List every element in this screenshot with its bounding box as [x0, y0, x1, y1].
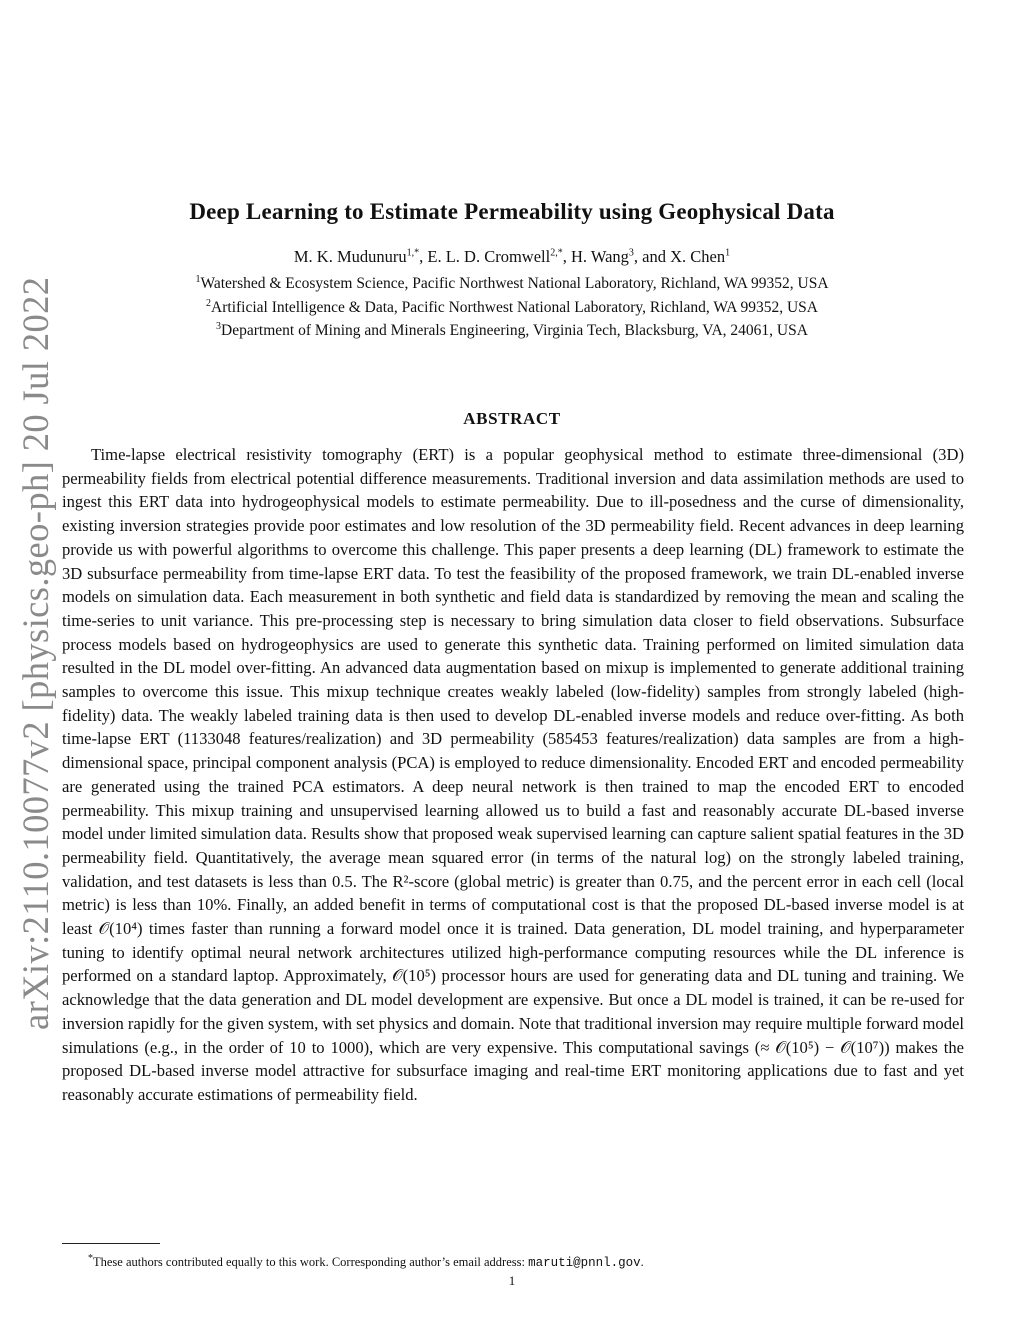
footnote-text: These authors contributed equally to this work. Corresponding author’s email address:	[93, 1255, 529, 1270]
author-separator: , and	[633, 247, 671, 266]
affiliation-1	[0, 274, 1024, 293]
affiliation-text: Watershed & Ecosystem Science, Pacific Northwest National Laboratory, Richland, WA 99352, USA	[200, 275, 829, 293]
author-marks: 1,*	[406, 247, 420, 259]
footnote-mark: *	[88, 1253, 93, 1264]
affiliation-2	[0, 298, 1024, 317]
affiliation-text: Artificial Intelligence & Data, Pacific Northwest National Laboratory, Richland, WA 99352, USA	[211, 299, 818, 317]
affiliation-number: 3	[216, 321, 222, 332]
corresponding-email: maruti@pnnl.gov	[528, 1256, 641, 1271]
author-marks: 3	[628, 247, 634, 259]
abstract-heading: ABSTRACT	[463, 409, 561, 428]
author-name: M. K. Mudunuru	[293, 247, 407, 266]
author-separator: ,	[562, 247, 571, 266]
footnote	[88, 1253, 644, 1270]
author-marks: 2,*	[550, 247, 563, 259]
affiliation-number: 2	[206, 298, 212, 309]
affiliation-number: 1	[195, 274, 201, 285]
author-list	[0, 247, 1024, 267]
author-marks: 1	[725, 247, 731, 259]
paper-title: Deep Learning to Estimate Permeability using Geophysical Data	[189, 199, 835, 224]
author-name: X. Chen	[670, 247, 726, 266]
page-number: 1	[508, 1273, 516, 1288]
author-separator: ,	[419, 247, 428, 266]
affiliation-text: Department of Mining and Minerals Engineering, Virginia Tech, Blacksburg, VA, 24061, USA	[221, 322, 808, 340]
arxiv-identifier-stamp: arXiv:2110.10077v2 [physics.geo-ph] 20 Jul 2022	[15, 276, 56, 1030]
author-name: H. Wang	[570, 247, 629, 266]
abstract-body: Time-lapse electrical resistivity tomography (ERT) is a popular geophysical method to estimate three-dimensional (3D) permeability fields from electrical potential difference measurements. Traditional inversion and data assimilation methods are used to ingest this ERT data into hydrogeophysical models to estimate permeability. Due to ill-posedness and the curse of dimensionality, existing inversion strategies provide poor estimates and low resolution of the 3D permeability field. Recent advances in deep learning provide us with powerful algorithms to overcome this challenge. This paper presents a deep learning (DL) framework to estimate the 3D subsurface permeability from time-lapse ERT data. To test the feasibility of the proposed framework, we train DL-enabled inverse models on simulation data. Each measurement in both synthetic and field data is standardized by removing the mean and scaling the time-series to unit variance. This pre-processing step is necessary to bring simulation data closer to field observations. Subsurface process models based on hydrogeophysics are used to generate this synthetic data. Training performed on limited simulation data resulted in the DL model over-fitting. An advanced data augmentation based on mixup is implemented to generate additional training samples to overcome this issue. This mixup technique creates weakly labeled (low-fidelity) samples from strongly labeled (high-fidelity) data. The weakly labeled training data is then used to develop DL-enabled inverse models and reduce over-fitting. As both time-lapse ERT (1133048 features/realization) and 3D permeability (585453 features/realization) data samples are from a high-dimensional space, principal component analysis (PCA) is employed to reduce dimensionality. Encoded ERT and encoded permeability are generated using the trained PCA estimators. A deep neural network is then trained to map the encoded ERT to encoded permeability. This mixup training and unsupervised learning allowed us to build a fast and reasonably accurate DL-based inverse model under limited simulation data. Results show that proposed weak supervised learning can capture salient spatial features in the 3D permeability field. Quantitatively, the average mean squared error (in terms of the natural log) on the strongly labeled training, validation, and test datasets is less than 0.5. The R²-score (global metric) is greater than 0.75, and the percent error in each cell (local metric) is less than 10%. Finally, an added benefit in terms of computational cost is that the proposed DL-based inverse model is at least 𝒪(10⁴) times faster than running a forward model once it is trained. Data generation, DL model training, and hyperparameter tuning to identify optimal neural network architectures utilized high-performance computing resources while the DL inference is performed on a standard laptop. Approximately, 𝒪(10⁵) processor hours are used for generating data and DL tuning and training. We acknowledge that the data generation and DL model development are expensive. But once a DL model is trained, it can be re-used for inversion rapidly for the given system, with set physics and domain. Note that traditional inversion may require multiple forward model simulations (e.g., in the order of 10 to 1000), which are very expensive. This computational savings (≈ 𝒪(10⁵) − 𝒪(10⁷)) makes the proposed DL-based inverse model attractive for subsurface imaging and real-time ERT monitoring applications due to fast and yet reasonably accurate estimations of permeability field.	[62, 445, 964, 1104]
footnote-rule	[62, 1243, 160, 1244]
author-name: E. L. D. Cromwell	[427, 247, 551, 266]
footnote-end: .	[640, 1255, 644, 1270]
affiliation-3	[0, 321, 1024, 340]
